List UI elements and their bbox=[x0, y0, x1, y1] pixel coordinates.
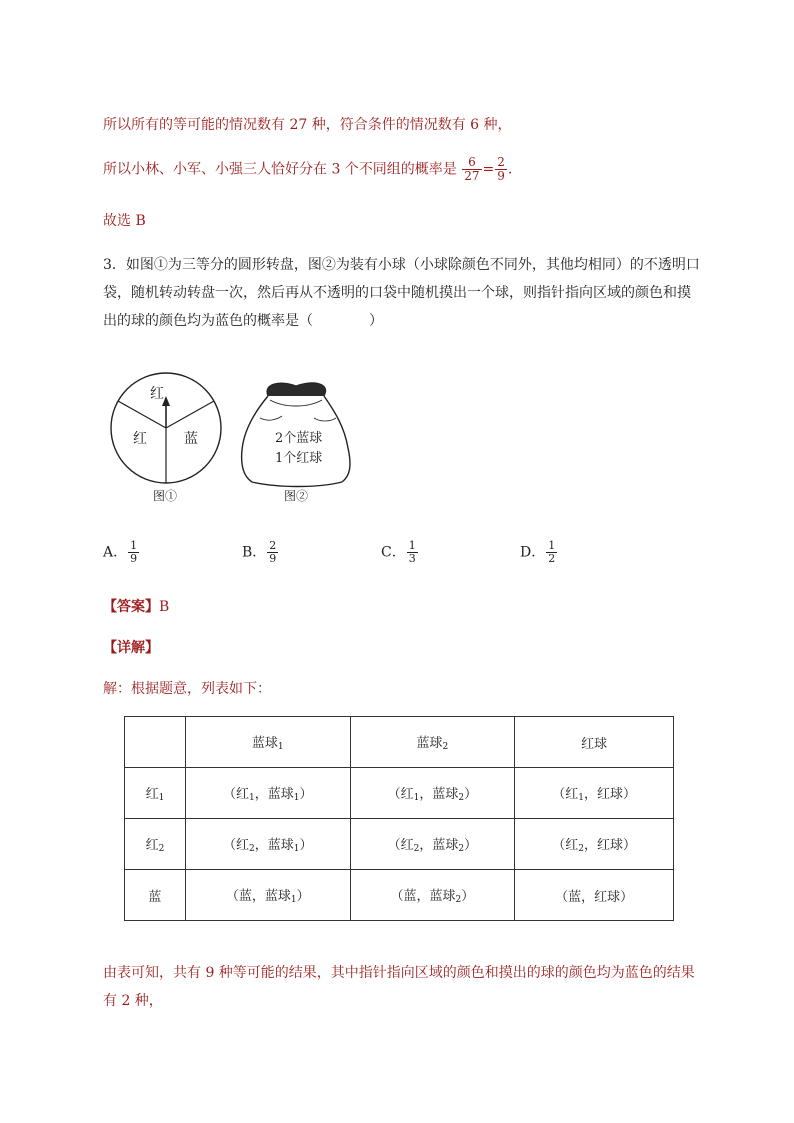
probability-text: 所以小林、小军、小强三人恰好分在 3 个不同组的概率是 bbox=[103, 161, 462, 178]
figure-1-caption: 图① bbox=[153, 489, 178, 503]
solution-choice: 故选 B bbox=[103, 213, 146, 229]
row-header-cell: 红$_2$ bbox=[125, 819, 186, 870]
option-d[interactable] bbox=[520, 540, 558, 565]
option-a-fraction: $\frac{1}{9}$ bbox=[130, 539, 138, 565]
table-row bbox=[125, 870, 674, 921]
table-cell: （蓝，蓝球$_2$） bbox=[350, 870, 515, 921]
row-header-cell: 蓝 bbox=[125, 870, 186, 921]
table-cell: （红$_2$，蓝球$_2$） bbox=[350, 819, 515, 870]
fraction-2-9: $\frac{2}{9}$ bbox=[497, 155, 505, 183]
answer-tag: 【答案】 bbox=[103, 599, 159, 615]
option-d-fraction: $\frac{1}{2}$ bbox=[548, 539, 556, 565]
question-line-1: 3．如图①为三等分的圆形转盘，图②为装有小球（小球除颜色不同外，其他均相同）的不透明口 bbox=[103, 257, 700, 273]
table-cell: （蓝，蓝球$_1$） bbox=[185, 870, 350, 921]
option-b-label: B． bbox=[242, 544, 267, 561]
table-cell: （红$_1$，蓝球$_1$） bbox=[185, 768, 350, 819]
question-line-2: 袋，随机转动转盘一次，然后再从不透明的口袋中随机摸出一个球，则指针指向区域的颜色和摸 bbox=[103, 285, 691, 301]
option-c-fraction: $\frac{1}{3}$ bbox=[408, 539, 416, 565]
table-row bbox=[125, 768, 674, 819]
conclusion-line-1: 由表可知，共有 9 种等可能的结果，其中指针指向区域的颜色和摸出的球的颜色均为蓝色的结果 bbox=[103, 965, 695, 981]
option-b-fraction: $\frac{2}{9}$ bbox=[269, 539, 277, 565]
bag-figure bbox=[238, 378, 356, 508]
table-cell: （红$_1$，蓝球$_2$） bbox=[350, 768, 515, 819]
table-row bbox=[125, 819, 674, 870]
option-a-label: A． bbox=[103, 544, 128, 561]
table-header-cell: 蓝球$_1$ bbox=[185, 717, 350, 768]
conclusion-line-2: 有 2 种， bbox=[103, 993, 163, 1009]
option-c[interactable] bbox=[381, 540, 419, 565]
spinner-figure bbox=[108, 370, 228, 510]
detail-tag: 【详解】 bbox=[103, 640, 159, 656]
figure-2-caption: 图② bbox=[284, 489, 309, 503]
bag-text-blue: 2个蓝球 bbox=[275, 431, 323, 446]
fraction-6-27: $\frac{6}{27}$ bbox=[464, 155, 480, 183]
table-header-cell: 红球 bbox=[515, 717, 674, 768]
question-line-3: 出的球的颜色均为蓝色的概率是（ ） bbox=[103, 313, 383, 329]
option-a[interactable] bbox=[103, 540, 140, 565]
sector-label-right: 蓝 bbox=[184, 431, 198, 447]
bag-text-red: 1个红球 bbox=[275, 451, 323, 466]
sector-label-top: 红 bbox=[150, 386, 164, 402]
row-header-cell: 红$_1$ bbox=[125, 768, 186, 819]
table-header-row bbox=[125, 717, 674, 768]
answer-value: B bbox=[159, 599, 170, 615]
outcome-table bbox=[124, 716, 674, 921]
table-header-cell: 蓝球$_2$ bbox=[350, 717, 515, 768]
period: . bbox=[507, 161, 513, 178]
option-d-label: D． bbox=[520, 544, 546, 561]
solution-line-count: 所以所有的等可能的情况数有 27 种，符合条件的情况数有 6 种， bbox=[103, 117, 512, 133]
solution-line-probability bbox=[103, 156, 512, 183]
answer-line bbox=[103, 596, 169, 616]
option-b[interactable] bbox=[242, 540, 279, 565]
table-cell: （红$_1$，红球） bbox=[515, 768, 674, 819]
option-c-label: C． bbox=[381, 544, 406, 561]
sector-label-left: 红 bbox=[133, 431, 147, 447]
equals-sign: = bbox=[482, 161, 495, 178]
solution-intro: 解：根据题意，列表如下： bbox=[103, 681, 271, 697]
table-corner-cell bbox=[125, 717, 186, 768]
table-cell: （蓝，红球） bbox=[515, 870, 674, 921]
table-cell: （红$_2$，蓝球$_1$） bbox=[185, 819, 350, 870]
table-cell: （红$_2$，红球） bbox=[515, 819, 674, 870]
